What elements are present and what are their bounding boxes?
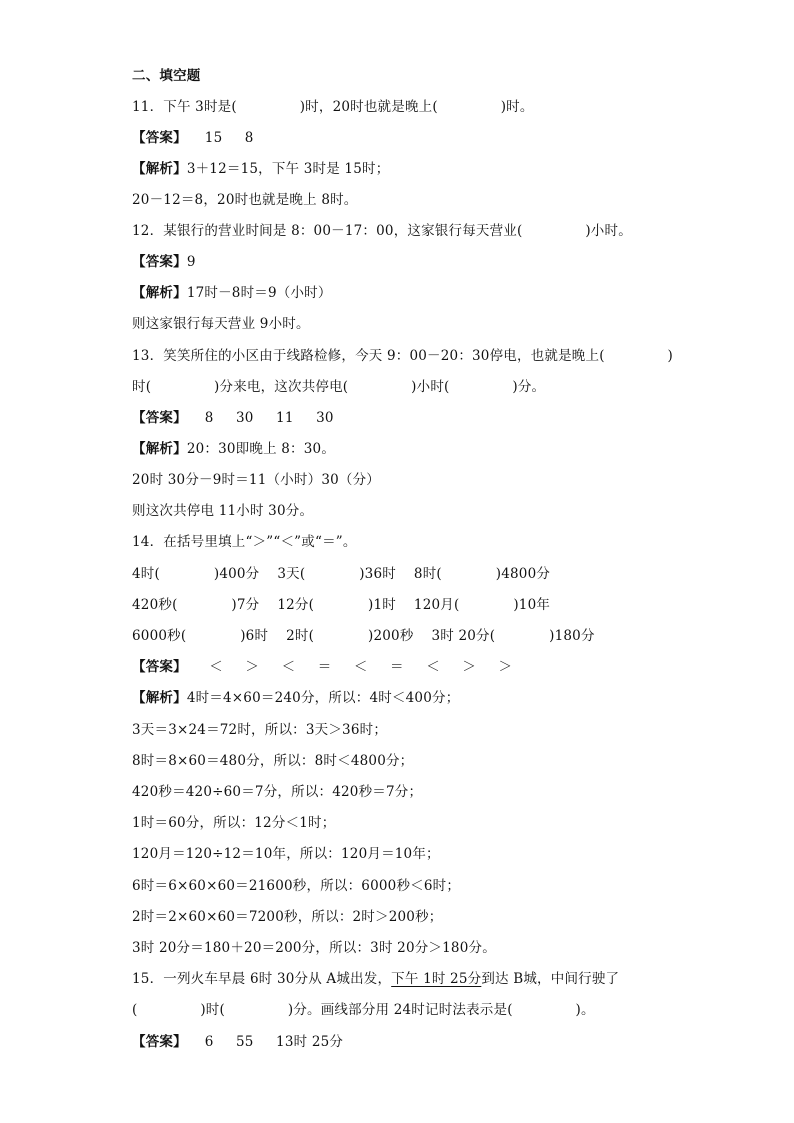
question-15 <box>132 969 619 989</box>
analysis-14-line-5: 1时＝60分，所以：12分＜1时； <box>132 815 336 831</box>
analysis-13-line-3: 则这次共停电 11小时 30分。 <box>132 503 314 519</box>
answer-13 <box>132 408 334 428</box>
answer-tag: 【答案】 <box>132 1034 187 1050</box>
answer-tag: 【答案】 <box>132 130 187 146</box>
answer-tag: 【答案】 <box>132 410 187 426</box>
analysis-tag: 【解析】 <box>132 441 187 457</box>
answer-12 <box>132 252 196 272</box>
analysis-tag: 【解析】 <box>132 690 187 706</box>
analysis-14-line-2: 3天＝3×24＝72时，所以：3天＞36时； <box>132 722 388 738</box>
question-14-row-2: 420秒( )7分 12分( )1时 120月( )10年 <box>132 597 551 613</box>
analysis-14 <box>132 688 459 708</box>
answer-tag: 【答案】 <box>132 254 187 270</box>
question-14-row-1: 4时( )400分 3天( )36时 8时( )4800分 <box>132 566 551 582</box>
question-15-text-b: 到达 B城，中间行驶了 <box>481 971 620 987</box>
analysis-14-line-3: 8时＝8×60＝480分，所以：8时＜4800分； <box>132 753 414 769</box>
answer-11 <box>132 128 254 148</box>
analysis-14-line-7: 6时＝6×60×60＝21600秒，所以：6000秒＜6时； <box>132 878 461 894</box>
answer-tag: 【答案】 <box>132 659 187 675</box>
analysis-text: 3＋12＝15，下午 3时是 15时； <box>186 161 390 177</box>
answer-text: 9 <box>186 254 196 270</box>
answer-text: ＜ ＞ ＜ ＝ ＜ ＝ ＜ ＞ ＞ <box>186 659 513 675</box>
analysis-12 <box>132 283 332 303</box>
question-14: 14．在括号里填上“＞”“＜”或“＝”。 <box>132 534 357 550</box>
underlined-time: 下午 1时 25分 <box>391 971 482 987</box>
analysis-14-line-9: 3时 20分＝180＋20＝200分，所以：3时 20分＞180分。 <box>132 940 496 956</box>
analysis-11-line-2: 20－12＝8，20时也就是晚上 8时。 <box>132 192 358 208</box>
answer-text: 6 55 13时 25分 <box>186 1034 344 1050</box>
analysis-11 <box>132 159 389 179</box>
answer-text: 8 30 11 30 <box>186 410 334 426</box>
question-14-row-3: 6000秒( )6时 2时( )200秒 3时 20分( )180分 <box>132 628 595 644</box>
analysis-text: 17时－8时＝9（小时） <box>186 285 332 301</box>
answer-text: 15 8 <box>186 130 254 146</box>
analysis-tag: 【解析】 <box>132 161 187 177</box>
answer-14 <box>132 657 512 677</box>
question-13: 13．笑笑所住的小区由于线路检修，今天 9：00－20：30停电，也就是晚上( ) <box>132 348 674 364</box>
section-title: 二、填空题 <box>132 68 201 84</box>
question-12: 12．某银行的营业时间是 8：00－17：00，这家银行每天营业( )小时。 <box>132 223 632 239</box>
analysis-13 <box>132 439 335 459</box>
question-11: 11．下午 3时是( )时，20时也就是晚上( )时。 <box>132 99 534 115</box>
question-15-text-a: 15．一列火车早晨 6时 30分从 A城出发， <box>132 971 392 987</box>
question-15-line-2: ( )时( )分。画线部分用 24时记时法表示是( )。 <box>132 1002 595 1018</box>
answer-15 <box>132 1032 343 1052</box>
analysis-tag: 【解析】 <box>132 285 187 301</box>
analysis-14-line-4: 420秒＝420÷60＝7分，所以：420秒＝7分； <box>132 784 423 800</box>
analysis-12-line-2: 则这家银行每天营业 9小时。 <box>132 316 310 332</box>
analysis-14-line-6: 120月＝120÷12＝10年，所以：120月＝10年； <box>132 846 440 862</box>
analysis-text: 20：30即晚上 8：30。 <box>186 441 336 457</box>
question-13-line-2: 时( )分来电，这次共停电( )小时( )分。 <box>132 379 546 395</box>
analysis-14-line-8: 2时＝2×60×60＝7200秒，所以：2时＞200秒； <box>132 909 443 925</box>
analysis-text: 4时＝4×60＝240分，所以：4时＜400分； <box>186 690 460 706</box>
analysis-13-line-2: 20时 30分－9时＝11（小时）30（分） <box>132 472 380 488</box>
